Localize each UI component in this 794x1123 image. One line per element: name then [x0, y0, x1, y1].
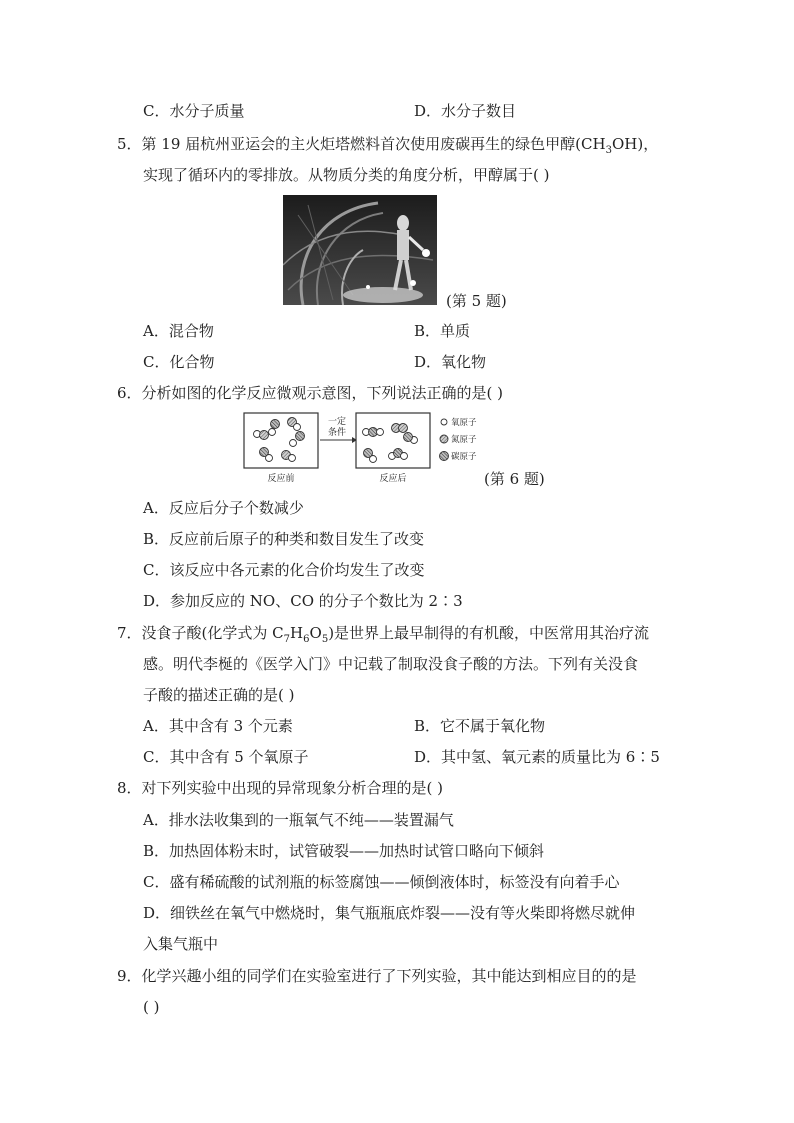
- q6-option-b: B．反应前后原子的种类和数目发生了改变: [143, 530, 425, 548]
- q5-stem-text: 5．第 19 届杭州亚运会的主火炬塔燃料首次使用废碳再生的绿色甲醇(CH: [117, 135, 606, 153]
- q7-sub-o: 5: [321, 634, 329, 645]
- q4-option-c: C．水分子质量: [143, 102, 245, 120]
- q8-option-b: B．加热固体粉末时，试管破裂——加热时试管口略向下倾斜: [143, 842, 545, 860]
- q7-stem-text: 7．没食子酸(化学式为 C: [117, 624, 284, 642]
- q8-option-d-line1: D．细铁丝在氧气中燃烧时，集气瓶瓶底炸裂——没有等火柴即将燃尽就伸: [143, 904, 636, 922]
- after-label: 反应后: [379, 474, 407, 484]
- q7-stem-text-end: )是世界上最早制得的有机酸，中医常用其治疗流: [328, 624, 650, 642]
- q7-option-b: B．它不属于氧化物: [414, 717, 546, 735]
- q7-stem-line1: [117, 623, 649, 643]
- q9-stem-line2: ( ): [143, 998, 160, 1016]
- reaction-micro-diagram: [242, 410, 492, 486]
- q5-stem-line1: [117, 134, 658, 154]
- q5-option-a: A．混合物: [143, 322, 214, 340]
- q7-formula-o: O: [309, 624, 322, 642]
- legend-nitrogen: 氮原子: [451, 435, 477, 445]
- q6-reaction-diagram: [242, 410, 492, 486]
- q7-option-a: A．其中含有 3 个元素: [143, 717, 293, 735]
- q6-caption: (第 6 题): [484, 470, 545, 488]
- q4-option-d: D．水分子数目: [414, 102, 517, 120]
- q5-stem-text-end: OH)，: [611, 135, 659, 153]
- q7-option-c: C．其中含有 5 个氧原子: [143, 748, 309, 766]
- q5-option-d: D．氧化物: [414, 353, 487, 371]
- q7-option-d: D．其中氢、氧元素的质量比为 6∶5: [414, 748, 660, 766]
- before-label: 反应前: [267, 474, 295, 484]
- q6-stem: 6．分析如图的化学反应微观示意图，下列说法正确的是( ): [117, 384, 504, 402]
- q9-stem-line1: 9．化学兴趣小组的同学们在实验室进行了下列实验，其中能达到相应目的的是: [117, 967, 637, 985]
- q5-option-c: C．化合物: [143, 353, 215, 371]
- q5-formula-subscript: 3: [605, 145, 612, 156]
- q5-caption: (第 5 题): [446, 292, 507, 310]
- q5-option-b: B．单质: [414, 322, 471, 340]
- condition-top-label: 一定: [327, 417, 347, 427]
- q8-option-c: C．盛有稀硫酸的试剂瓶的标签腐蚀——倾倒液体时，标签没有向着手心: [143, 873, 620, 891]
- condition-bottom-label: 条件: [327, 428, 347, 438]
- q8-stem: 8．对下列实验中出现的异常现象分析合理的是( ): [117, 779, 444, 797]
- legend-oxygen: 氧原子: [451, 418, 477, 428]
- legend-carbon: 碳原子: [451, 452, 477, 462]
- q6-option-c: C．该反应中各元素的化合价均发生了改变: [143, 561, 425, 579]
- q6-option-a: A．反应后分子个数减少: [143, 499, 304, 517]
- q5-stem-line2: 实现了循环内的零排放。从物质分类的角度分析，甲醇属于( ): [143, 166, 550, 184]
- q7-sub-c: 7: [283, 634, 291, 645]
- q6-option-d: D．参加反应的 NO、CO 的分子个数比为 2∶3: [143, 592, 463, 610]
- q8-option-a: A．排水法收集到的一瓶氧气不纯——装置漏气: [143, 811, 454, 829]
- q7-stem-line2: 感。明代李梴的《医学入门》中记载了制取没食子酸的方法。下列有关没食: [143, 655, 639, 673]
- q5-torch-photo: [283, 195, 437, 305]
- q7-stem-line3: 子酸的描述正确的是( ): [143, 686, 295, 704]
- q7-sub-h: 6: [303, 634, 310, 645]
- q7-formula-h: H: [290, 624, 304, 642]
- torch-tower-image: [283, 195, 437, 305]
- q8-option-d-line2: 入集气瓶中: [143, 935, 219, 953]
